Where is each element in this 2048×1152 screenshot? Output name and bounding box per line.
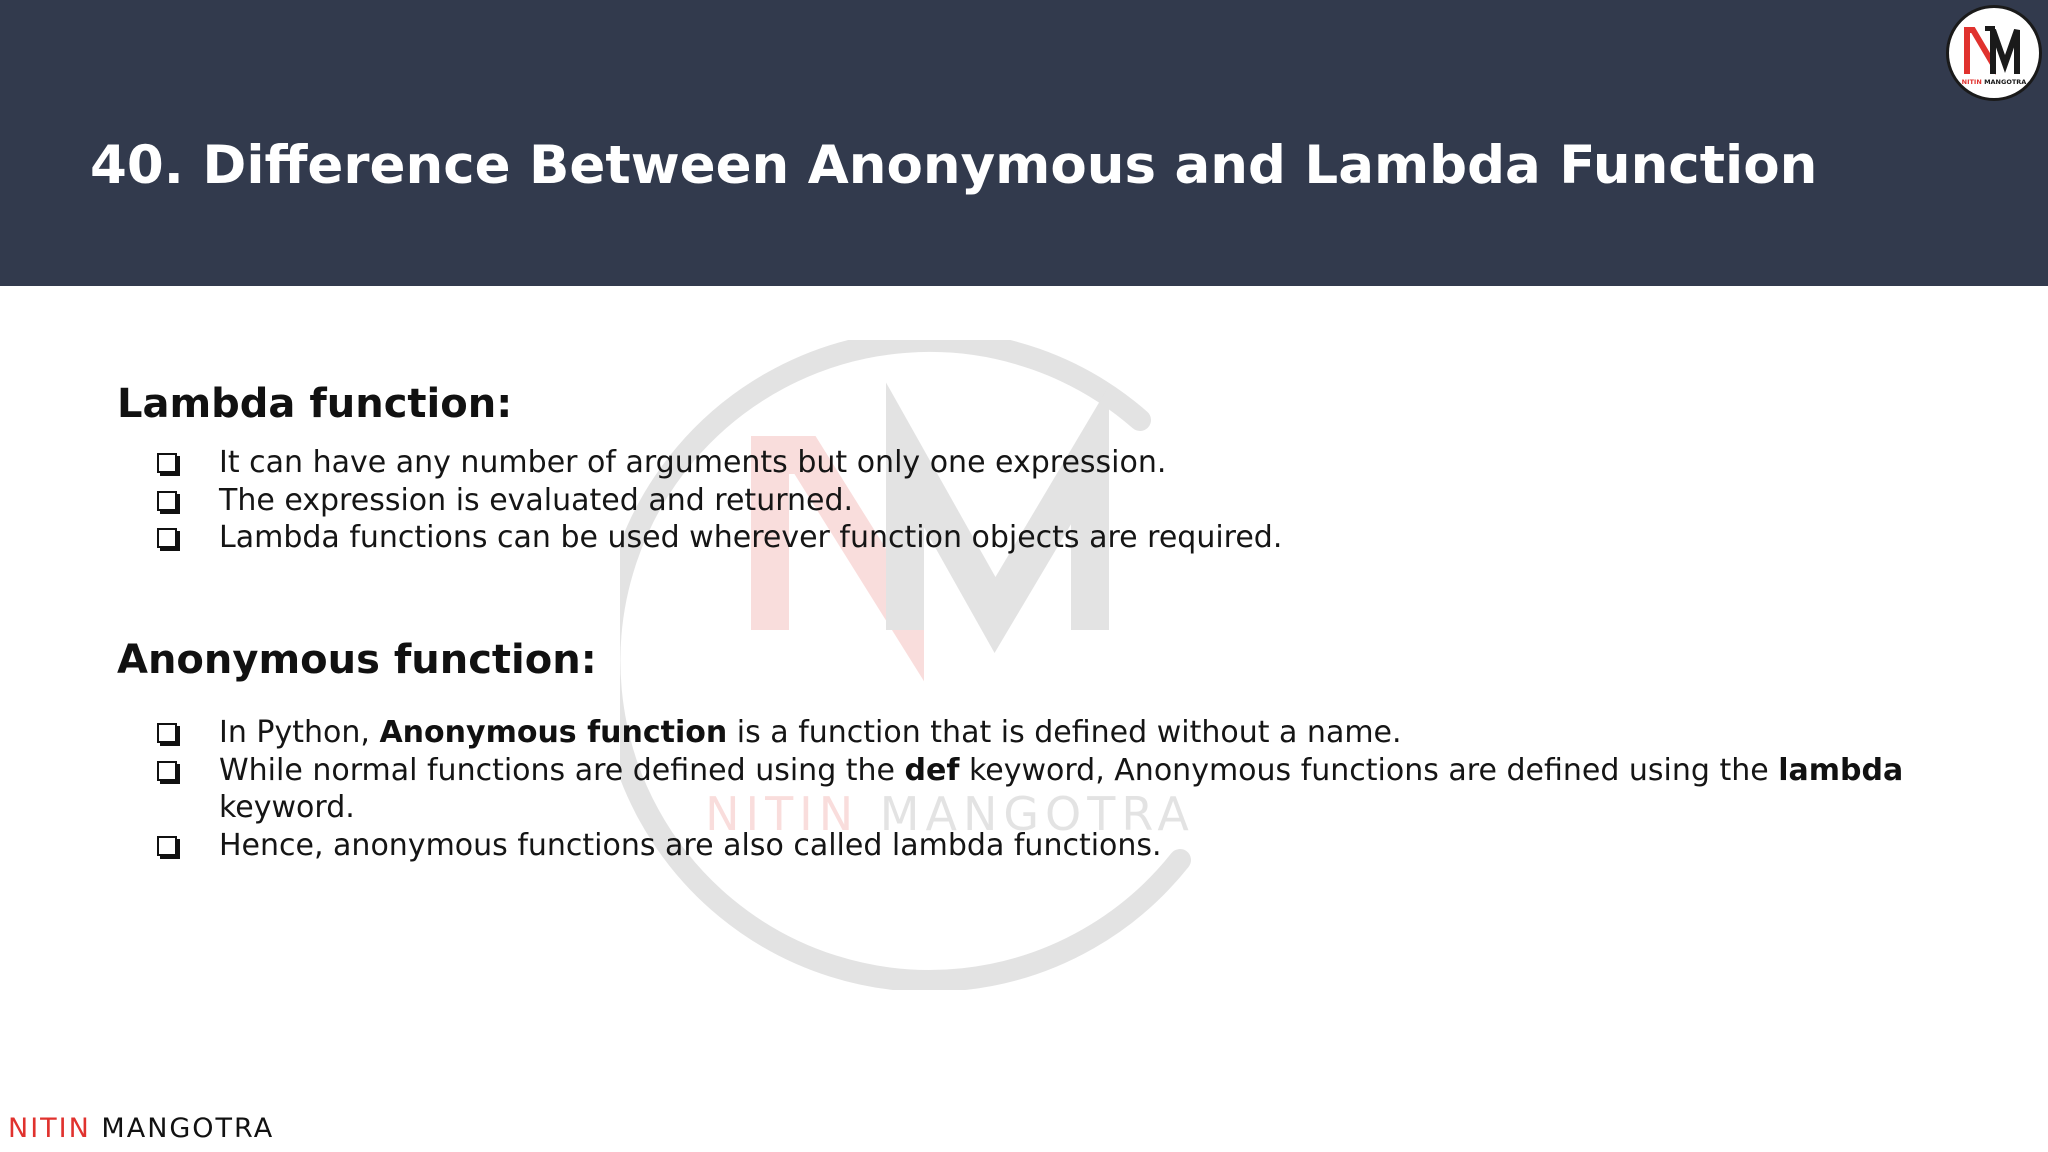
list-item bbox=[117, 714, 1937, 752]
list-item bbox=[117, 482, 1937, 520]
bullet-text: The expression is evaluated and returned. bbox=[219, 482, 854, 518]
list-item bbox=[117, 444, 1937, 482]
bullet-text: Hence, anonymous functions are also called lambda functions. bbox=[219, 827, 1162, 863]
checkbox-bullet-icon bbox=[157, 836, 177, 856]
bold-term: Anonymous function bbox=[379, 715, 728, 750]
anonymous-section-title: Anonymous function: bbox=[117, 637, 597, 683]
logo-text-last: MANGOTRA bbox=[1984, 78, 2027, 86]
lambda-section-title: Lambda function: bbox=[117, 381, 513, 427]
anonymous-section bbox=[117, 634, 1937, 864]
footer-brand-first: NITIN bbox=[8, 1113, 91, 1144]
checkbox-bullet-icon bbox=[157, 761, 177, 781]
footer-brand-last: MANGOTRA bbox=[101, 1113, 275, 1144]
bold-term: def bbox=[904, 752, 960, 788]
checkbox-bullet-icon bbox=[157, 491, 177, 511]
list-item bbox=[117, 752, 1937, 827]
list-item bbox=[117, 519, 1937, 557]
brand-logo-icon bbox=[1949, 8, 2039, 98]
footer-brand bbox=[8, 1113, 274, 1144]
bullet-text: Lambda functions can be used wherever function objects are required. bbox=[219, 520, 1283, 555]
lambda-section bbox=[117, 378, 1937, 557]
bullet-text: While normal functions are defined using the def keyword, Anonymous functions are defined using the lambda keyword. bbox=[219, 752, 1904, 825]
watermark-text-last: MANGOTRA bbox=[879, 787, 1195, 841]
checkbox-bullet-icon bbox=[157, 528, 177, 548]
checkbox-bullet-icon bbox=[157, 723, 177, 743]
list-item bbox=[117, 827, 1937, 865]
slide-title: 40. Difference Between Anonymous and Lambda Function bbox=[90, 135, 1818, 196]
brand-logo bbox=[1946, 5, 2042, 101]
bullet-text: It can have any number of arguments but only one expression. bbox=[219, 445, 1167, 480]
logo-text-first: NITIN bbox=[1961, 78, 1985, 86]
lambda-bullet-list bbox=[117, 444, 1937, 557]
bold-term: lambda bbox=[1778, 752, 1904, 788]
svg-text:NITIN MANGOTRA bbox=[1962, 78, 2027, 86]
bullet-text: In Python, Anonymous function is a function that is defined without a name. bbox=[219, 715, 1402, 750]
checkbox-bullet-icon bbox=[157, 453, 177, 473]
header-band bbox=[0, 0, 2048, 286]
anonymous-bullet-list bbox=[117, 714, 1937, 864]
watermark-text-first: NITIN bbox=[705, 787, 880, 841]
